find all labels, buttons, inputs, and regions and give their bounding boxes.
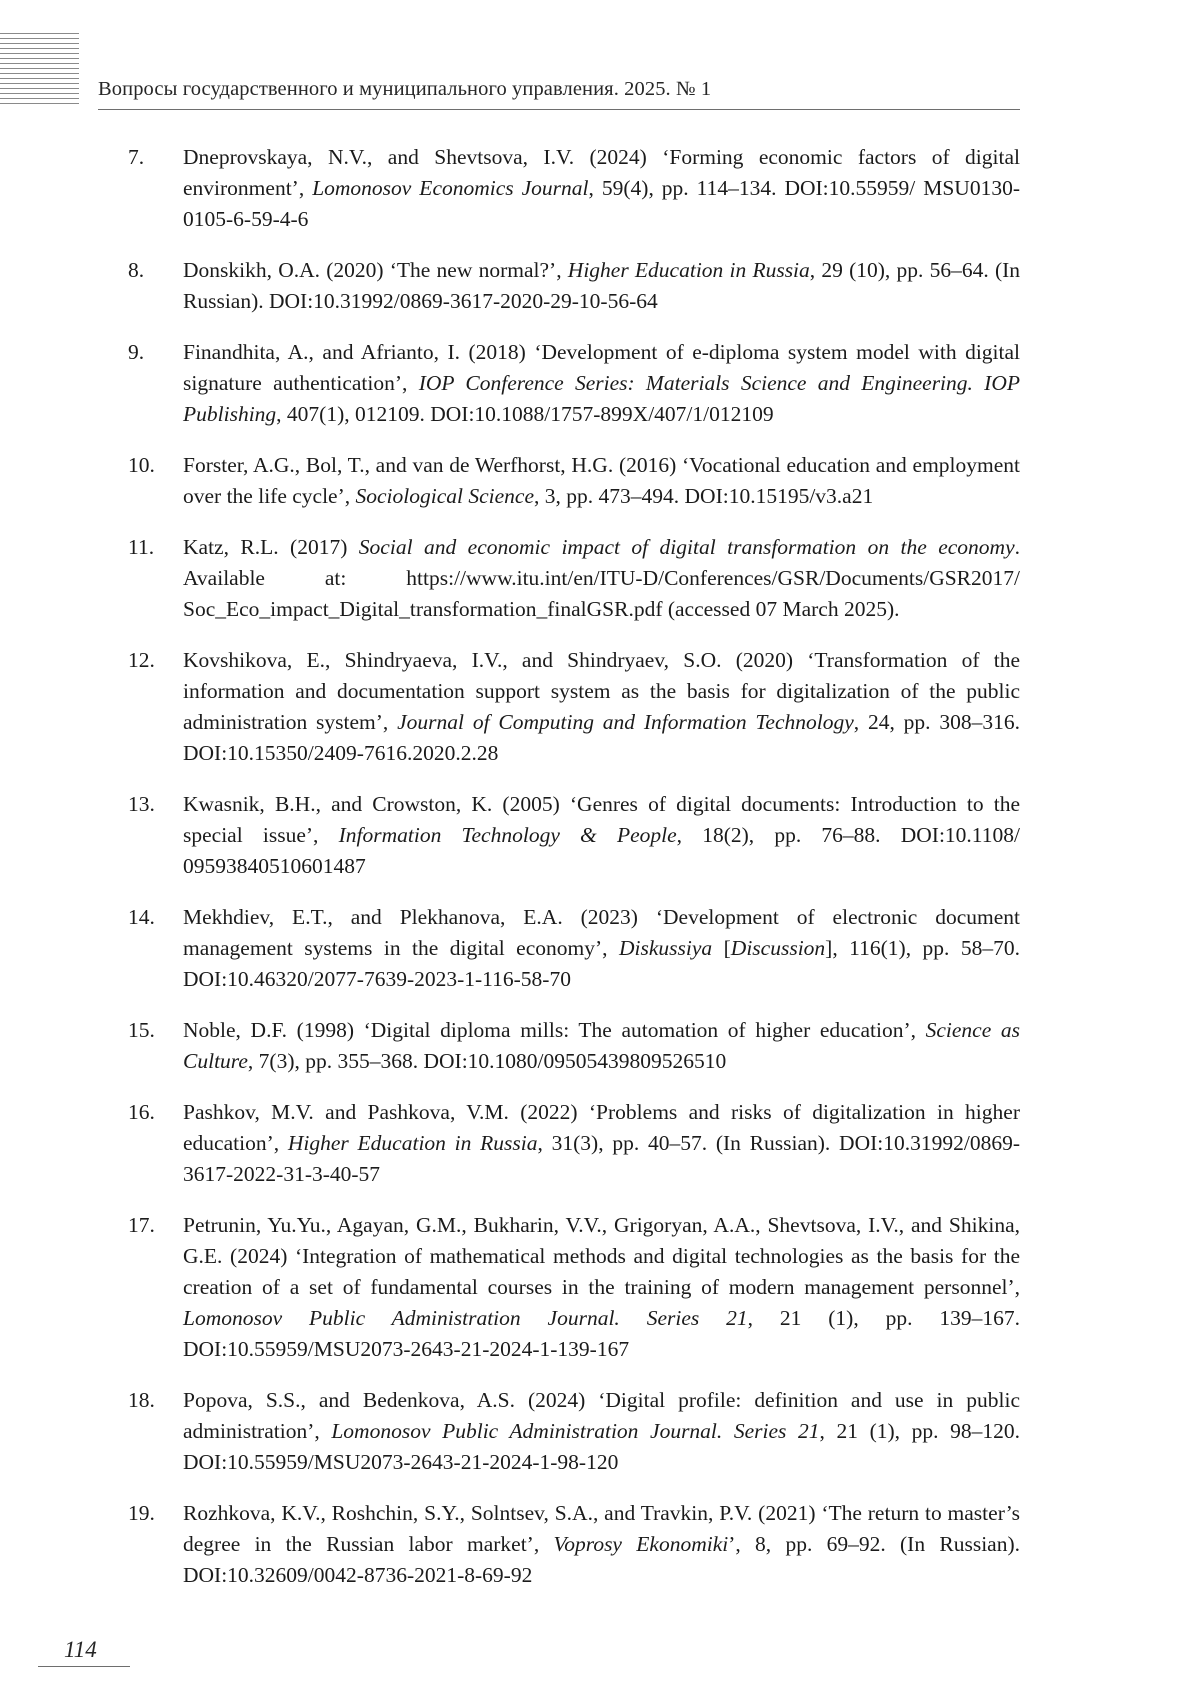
reference-item <box>128 532 1020 625</box>
reference-source-title: Higher Education in Russia <box>287 1131 538 1155</box>
reference-number: 7. <box>128 145 145 169</box>
reference-item <box>128 902 1020 995</box>
reference-list <box>128 142 1020 1611</box>
reference-source-title: Higher Education in Russia <box>567 258 810 282</box>
reference-segment: Popova, S.S., and Bedenkova, A.S. (2024) ‘Digital profile: definition and use in public administration’, <box>183 1388 1020 1443</box>
reference-segment: Noble, D.F. (1998) ‘Digital diploma mills: The automation of higher education’, <box>183 1018 926 1042</box>
reference-number: 10. <box>128 453 155 477</box>
reference-text <box>183 1210 1020 1365</box>
reference-item <box>128 1015 1020 1077</box>
reference-number: 14. <box>128 905 155 929</box>
reference-item <box>128 789 1020 882</box>
reference-segment: Rozhkova, K.V., Roshchin, S.Y., Solntsev, S.A., and Travkin, P.V. (2021) ‘The return to master’s degree in the Russian labor market’, <box>183 1501 1020 1556</box>
reference-segment: , 18(2), pp. 76–88. DOI:10.1108/ 09593840510601487 <box>183 823 1020 878</box>
reference-segment: . Available at: https://www.itu.int/en/ITU-D/Conferences/GSR/Documents/GSR2017/ Soc_Eco_impact_Digital_transformation_finalGSR.pdf (accessed 07 March 2025). <box>183 535 1020 621</box>
reference-text <box>183 1385 1020 1478</box>
reference-text <box>183 532 1020 625</box>
reference-segment: Mekhdiev, E.T., and Plekhanova, E.A. (2023) ‘Development of electronic document management systems in the digital economy’, <box>183 905 1020 960</box>
reference-segment: ’, 8, pp. 69–92. (In Russian). DOI:10.32609/0042-8736-2021-8-69-92 <box>183 1532 1021 1587</box>
page-number: 114 <box>64 1637 97 1662</box>
reference-source-title: Social and economic impact of digital transformation on the economy <box>358 535 1015 559</box>
reference-segment: , 407(1), 012109. DOI:10.1088/1757-899X/407/1/012109 <box>276 402 774 426</box>
reference-number: 17. <box>128 1213 155 1237</box>
reference-source-title: Voprosy Ekonomiki <box>553 1532 729 1556</box>
reference-segment: , 3, pp. 473–494. DOI:10.15195/v3.a21 <box>534 484 874 508</box>
reference-item <box>128 1210 1020 1365</box>
reference-segment: , 24, pp. 308–316. DOI:10.15350/2409-7616.2020.2.28 <box>183 710 1021 765</box>
reference-text <box>183 1498 1020 1591</box>
header-rule <box>98 109 1020 110</box>
reference-segment: Kwasnik, B.H., and Crowston, K. (2005) ‘Genres of digital documents: Introduction to the special issue’, <box>183 792 1020 847</box>
header-hatch-decoration <box>0 33 79 108</box>
reference-segment: Donskikh, O.A. (2020) ‘The new normal?’, <box>183 258 568 282</box>
reference-text <box>183 1015 1020 1077</box>
reference-text <box>183 1097 1020 1190</box>
reference-item <box>128 645 1020 769</box>
reference-segment: Pashkov, M.V. and Pashkova, V.M. (2022) ‘Problems and risks of digitalization in higher education’, <box>183 1100 1020 1155</box>
reference-segment: ], 116(1), pp. 58–70. DOI:10.46320/2077-7639-2023-1-116-58-70 <box>183 936 1020 991</box>
journal-header: Вопросы государственного и муниципального управления. 2025. № 1 <box>98 78 712 100</box>
reference-source-title: IOP Conference Series: Materials Science and Engineering. IOP Publishing <box>183 371 1020 426</box>
reference-text <box>183 789 1020 882</box>
reference-number: 19. <box>128 1501 155 1525</box>
reference-segment: Katz, R.L. (2017) <box>183 535 359 559</box>
reference-source-title: Lomonosov Public Administration Journal. Series 21 <box>331 1419 820 1443</box>
reference-source-title: Lomonosov Public Administration Journal. Series 21 <box>183 1306 748 1330</box>
reference-segment: , 7(3), pp. 355–368. DOI:10.1080/09505439809526510 <box>247 1049 727 1073</box>
reference-source-title: Information Technology & People <box>338 823 677 847</box>
reference-number: 9. <box>128 340 145 364</box>
reference-text <box>183 450 1020 512</box>
reference-number: 15. <box>128 1018 155 1042</box>
reference-source-title: Science as Culture <box>183 1018 1021 1073</box>
reference-item <box>128 1097 1020 1190</box>
reference-item <box>128 337 1020 430</box>
reference-segment: [ <box>712 936 731 960</box>
reference-segment: , 31(3), pp. 40–57. (In Russian). DOI:10.31992/0869-3617-2022-31-3-40-57 <box>183 1131 1020 1186</box>
reference-segment: , 59(4), pp. 114–134. DOI:10.55959/ MSU0130-0105-6-59-4-6 <box>183 176 1020 231</box>
reference-number: 12. <box>128 648 155 672</box>
reference-item <box>128 1385 1020 1478</box>
reference-segment: Dneprovskaya, N.V., and Shevtsova, I.V. (2024) ‘Forming economic factors of digital environment’, <box>183 145 1020 200</box>
reference-text <box>183 645 1020 769</box>
reference-number: 16. <box>128 1100 155 1124</box>
reference-item <box>128 1498 1020 1591</box>
reference-source-title: Lomonosov Economics Journal <box>312 176 589 200</box>
reference-segment: Petrunin, Yu.Yu., Agayan, G.M., Bukharin, V.V., Grigoryan, A.A., Shevtsova, I.V., and Shikina, G.E. (2024) ‘Integration of mathematical methods and digital technologies as the basis for the creation of a set of fundamental courses in the training of modern management personnel’, <box>183 1213 1020 1299</box>
reference-number: 18. <box>128 1388 155 1412</box>
reference-segment: , 21 (1), pp. 98–120. DOI:10.55959/MSU2073-2643-21-2024-1-98-120 <box>183 1419 1020 1474</box>
reference-source-title: Diskussiya <box>619 936 713 960</box>
reference-text <box>183 142 1020 235</box>
reference-number: 13. <box>128 792 155 816</box>
reference-segment: Forster, A.G., Bol, T., and van de Werfhorst, H.G. (2016) ‘Vocational education and employment over the life cycle’, <box>183 453 1020 508</box>
reference-segment: Finandhita, A., and Afrianto, I. (2018) ‘Development of e-diploma system model with digital signature authentication’, <box>183 340 1020 395</box>
reference-text <box>183 255 1020 317</box>
footer-rule <box>38 1666 130 1667</box>
reference-source-title: Journal of Computing and Information Technology <box>397 710 854 734</box>
reference-segment: , 29 (10), pp. 56–64. (In Russian). DOI:10.31992/0869-3617-2020-29-10-56-64 <box>183 258 1021 313</box>
reference-source-title: Sociological Science <box>355 484 535 508</box>
reference-source-title: Discussion <box>730 936 826 960</box>
reference-item <box>128 255 1020 317</box>
reference-number: 11. <box>128 535 155 559</box>
reference-text <box>183 337 1020 430</box>
reference-text <box>183 902 1020 995</box>
reference-item <box>128 142 1020 235</box>
reference-number: 8. <box>128 258 145 282</box>
reference-segment: Kovshikova, E., Shindryaeva, I.V., and Shindryaev, S.O. (2020) ‘Transformation of the information and documentation support system as the basis for digitalization of the public administration system’, <box>183 648 1020 734</box>
reference-segment: , 21 (1), pp. 139–167. DOI:10.55959/MSU2073-2643-21-2024-1-139-167 <box>183 1306 1020 1361</box>
reference-item <box>128 450 1020 512</box>
